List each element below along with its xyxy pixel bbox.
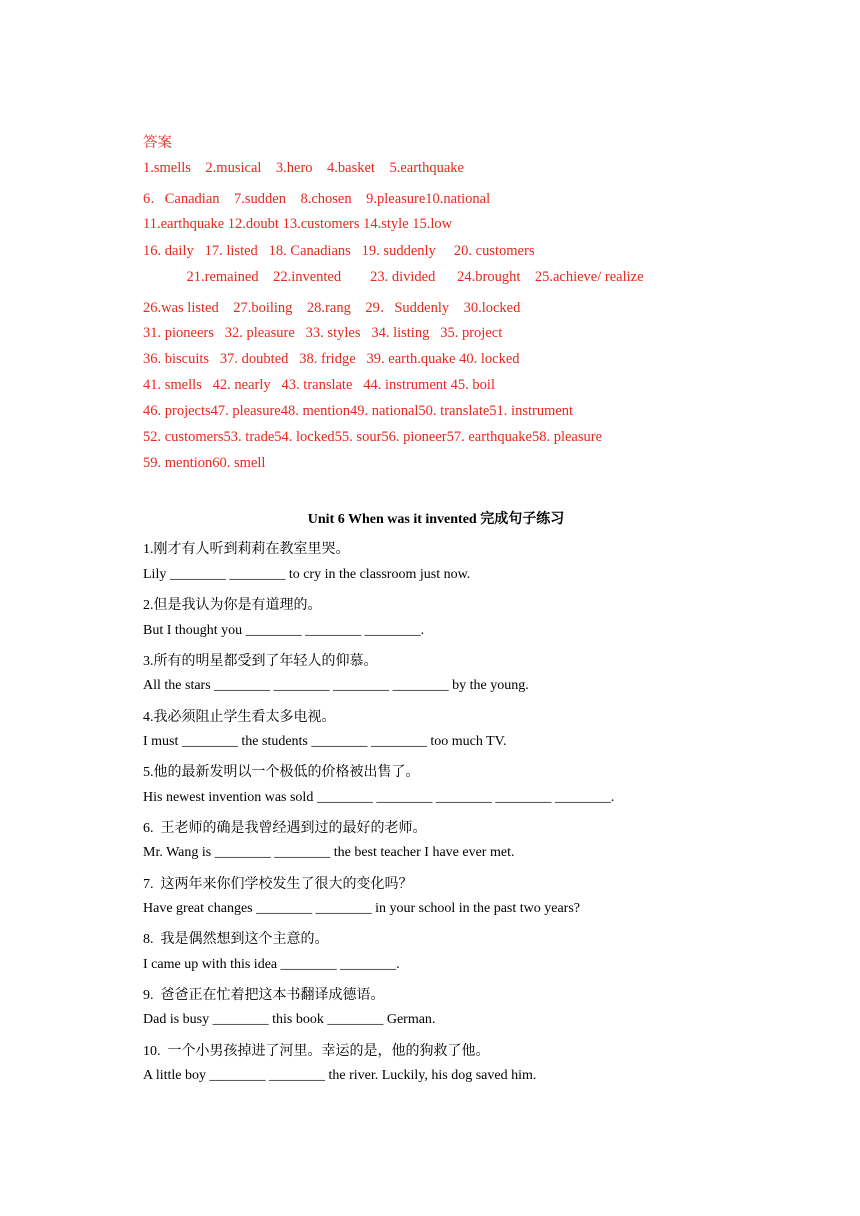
question-chinese: 8. 我是偶然想到这个主意的。 xyxy=(143,932,329,947)
answer-line: 36. biscuits 37. doubted 38. fridge 39. earth.quake 40. locked xyxy=(143,351,520,367)
exercise-title: Unit 6 When was it invented 完成句子练习 xyxy=(307,512,565,527)
answer-line: 11.earthquake 12.doubt 13.customers 14.style 15.low xyxy=(143,216,453,232)
question-chinese: 3.所有的明星都受到了年轻人的仰慕。 xyxy=(143,654,378,669)
question-chinese: 9. 爸爸正在忙着把这本书翻译成德语。 xyxy=(143,988,385,1003)
question-english: All the stars ________ ________ ________ ________ by the young. xyxy=(143,678,529,693)
answer-line: 1.smells 2.musical 3.hero 4.basket 5.earthquake xyxy=(143,160,464,176)
question-chinese: 7. 这两年来你们学校发生了很大的变化吗？ xyxy=(143,877,413,892)
question-english: Dad is busy ________ this book ________ German. xyxy=(143,1012,436,1027)
question-english: A little boy ________ ________ the river. Luckily, his dog saved him. xyxy=(143,1068,537,1083)
question-chinese: 2.但是我认为你是有道理的。 xyxy=(143,598,322,613)
answer-line: 16. daily 17. listed 18. Canadians 19. suddenly 20. customers xyxy=(143,243,535,259)
answer-line: 6．Canadian 7.sudden 8.chosen 9.pleasure10.national xyxy=(143,191,491,207)
answer-line: 26.was listed 27.boiling 28.rang 29．Suddenly 30.locked xyxy=(143,300,521,316)
question-chinese: 6. 王老师的确是我曾经遇到过的最好的老师。 xyxy=(143,821,427,836)
answer-line: 46. projects47. pleasure48. mention49. national50. translate51. instrument xyxy=(143,403,574,419)
answers-heading: 答案 xyxy=(143,135,172,151)
question-chinese: 4.我必须阻止学生看太多电视。 xyxy=(143,710,336,725)
question-english: But I thought you ________ ________ ________. xyxy=(143,623,425,638)
question-chinese: 10. 一个小男孩掉进了河里。幸运的是，他的狗救了他。 xyxy=(143,1044,490,1059)
answer-line: 21.remained 22.invented 23. divided 24.brought 25.achieve/ realize xyxy=(143,269,644,285)
answer-line: 31. pioneers 32. pleasure 33. styles 34. listing 35. project xyxy=(143,325,503,341)
answer-line: 52. customers53. trade54. locked55. sour56. pioneer57. earthquake58. pleasure xyxy=(143,429,603,445)
answer-line: 41. smells 42. nearly 43. translate 44. instrument 45. boil xyxy=(143,377,495,393)
question-english: Have great changes ________ ________ in your school in the past two years? xyxy=(143,901,581,916)
question-english: Mr. Wang is ________ ________ the best teacher I have ever met. xyxy=(143,845,515,860)
question-chinese: 5.他的最新发明以一个极低的价格被出售了。 xyxy=(143,765,420,780)
question-english: Lily ________ ________ to cry in the classroom just now. xyxy=(143,567,471,582)
answer-line: 59. mention60. smell xyxy=(143,455,266,471)
question-english: His newest invention was sold ________ ________ ________ ________ ________. xyxy=(143,790,615,805)
question-chinese: 1.刚才有人听到莉莉在教室里哭。 xyxy=(143,542,350,557)
question-english: I must ________ the students ________ ________ too much TV. xyxy=(143,734,507,749)
question-english: I came up with this idea ________ ________. xyxy=(143,957,400,972)
